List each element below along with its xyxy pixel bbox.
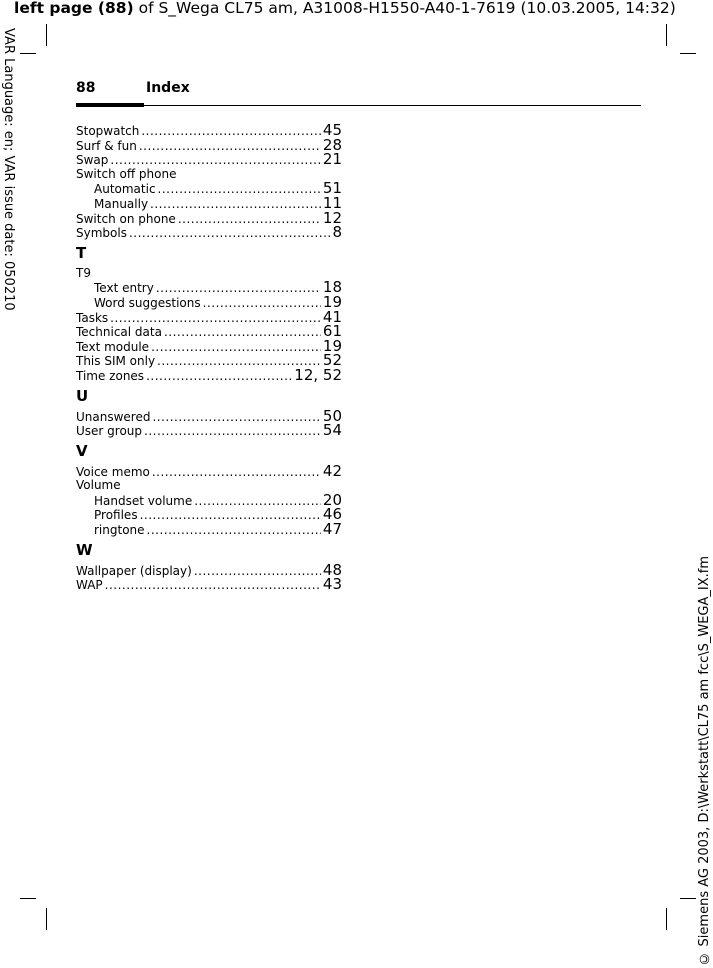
crop-mark: [680, 898, 696, 899]
index-entry: Volume: [76, 478, 121, 493]
file-label-bold: left page (88): [14, 0, 134, 17]
page-title: Index: [146, 80, 190, 96]
page-number: 88: [76, 80, 96, 96]
index-subentry: Manually ..... 11: [76, 196, 342, 211]
index-subentry: Text entry ..... 18: [76, 280, 342, 295]
crop-mark: [666, 908, 667, 930]
index-subentry: Profiles ..... 46: [76, 507, 342, 522]
section-letter-w: W: [76, 540, 93, 559]
index-column: [76, 123, 342, 592]
left-margin-text: VAR Language: en; VAR issue date: 050210: [1, 28, 16, 311]
index-entry: User group ..... 54: [76, 423, 342, 438]
index-entry: Time zones ..... 12, 52: [76, 368, 342, 383]
index-subentry: Handset volume ..... 20: [76, 493, 342, 508]
index-entry: Symbols ..... 8: [76, 225, 342, 240]
index-entry: Wallpaper (display) ..... 48: [76, 563, 342, 578]
index-entry: Technical data ..... 61: [76, 324, 342, 339]
index-entry: This SIM only ..... 52: [76, 353, 342, 368]
index-entry: Tasks ..... 41: [76, 310, 342, 325]
header-rule-accent: [76, 103, 144, 107]
index-entry: Text module ..... 19: [76, 339, 342, 354]
index-entry: Voice memo ..... 42: [76, 464, 342, 479]
crop-mark: [46, 24, 47, 46]
index-entry: WAP ..... 43: [76, 577, 342, 592]
crop-mark: [20, 53, 36, 54]
index-subentry: Automatic ..... 51: [76, 181, 342, 196]
index-entry: Switch on phone ..... 12: [76, 211, 342, 226]
index-entry: Swap ..... 21: [76, 152, 342, 167]
file-label-rest: of S_Wega CL75 am, A31008-H1550-A40-1-7619 (10.03.2005, 14:32): [133, 0, 676, 17]
crop-mark: [666, 24, 667, 46]
index-entry: Unanswered ..... 50: [76, 409, 342, 424]
section-letter-t: T: [76, 243, 87, 262]
index-subentry: Word suggestions ..... 19: [76, 295, 342, 310]
crop-mark: [680, 53, 696, 54]
header-rule: [76, 105, 641, 106]
crop-mark: [46, 908, 47, 930]
index-entry: T9: [76, 265, 91, 280]
index-entry: Stopwatch ..... 45: [76, 123, 342, 138]
section-letter-v: V: [76, 441, 88, 460]
section-letter-u: U: [76, 386, 89, 405]
index-subentry: ringtone ..... 47: [76, 522, 342, 537]
crop-mark: [20, 898, 36, 899]
running-head: [76, 80, 641, 108]
index-entry: Switch off phone: [76, 166, 177, 181]
index-entry: Surf & fun ..... 28: [76, 138, 342, 153]
right-margin-text: © Siemens AG 2003, D:\Werkstatt\CL75 am fcc\S_WEGA_IX.fm: [697, 556, 712, 966]
file-info-line: [14, 0, 704, 17]
